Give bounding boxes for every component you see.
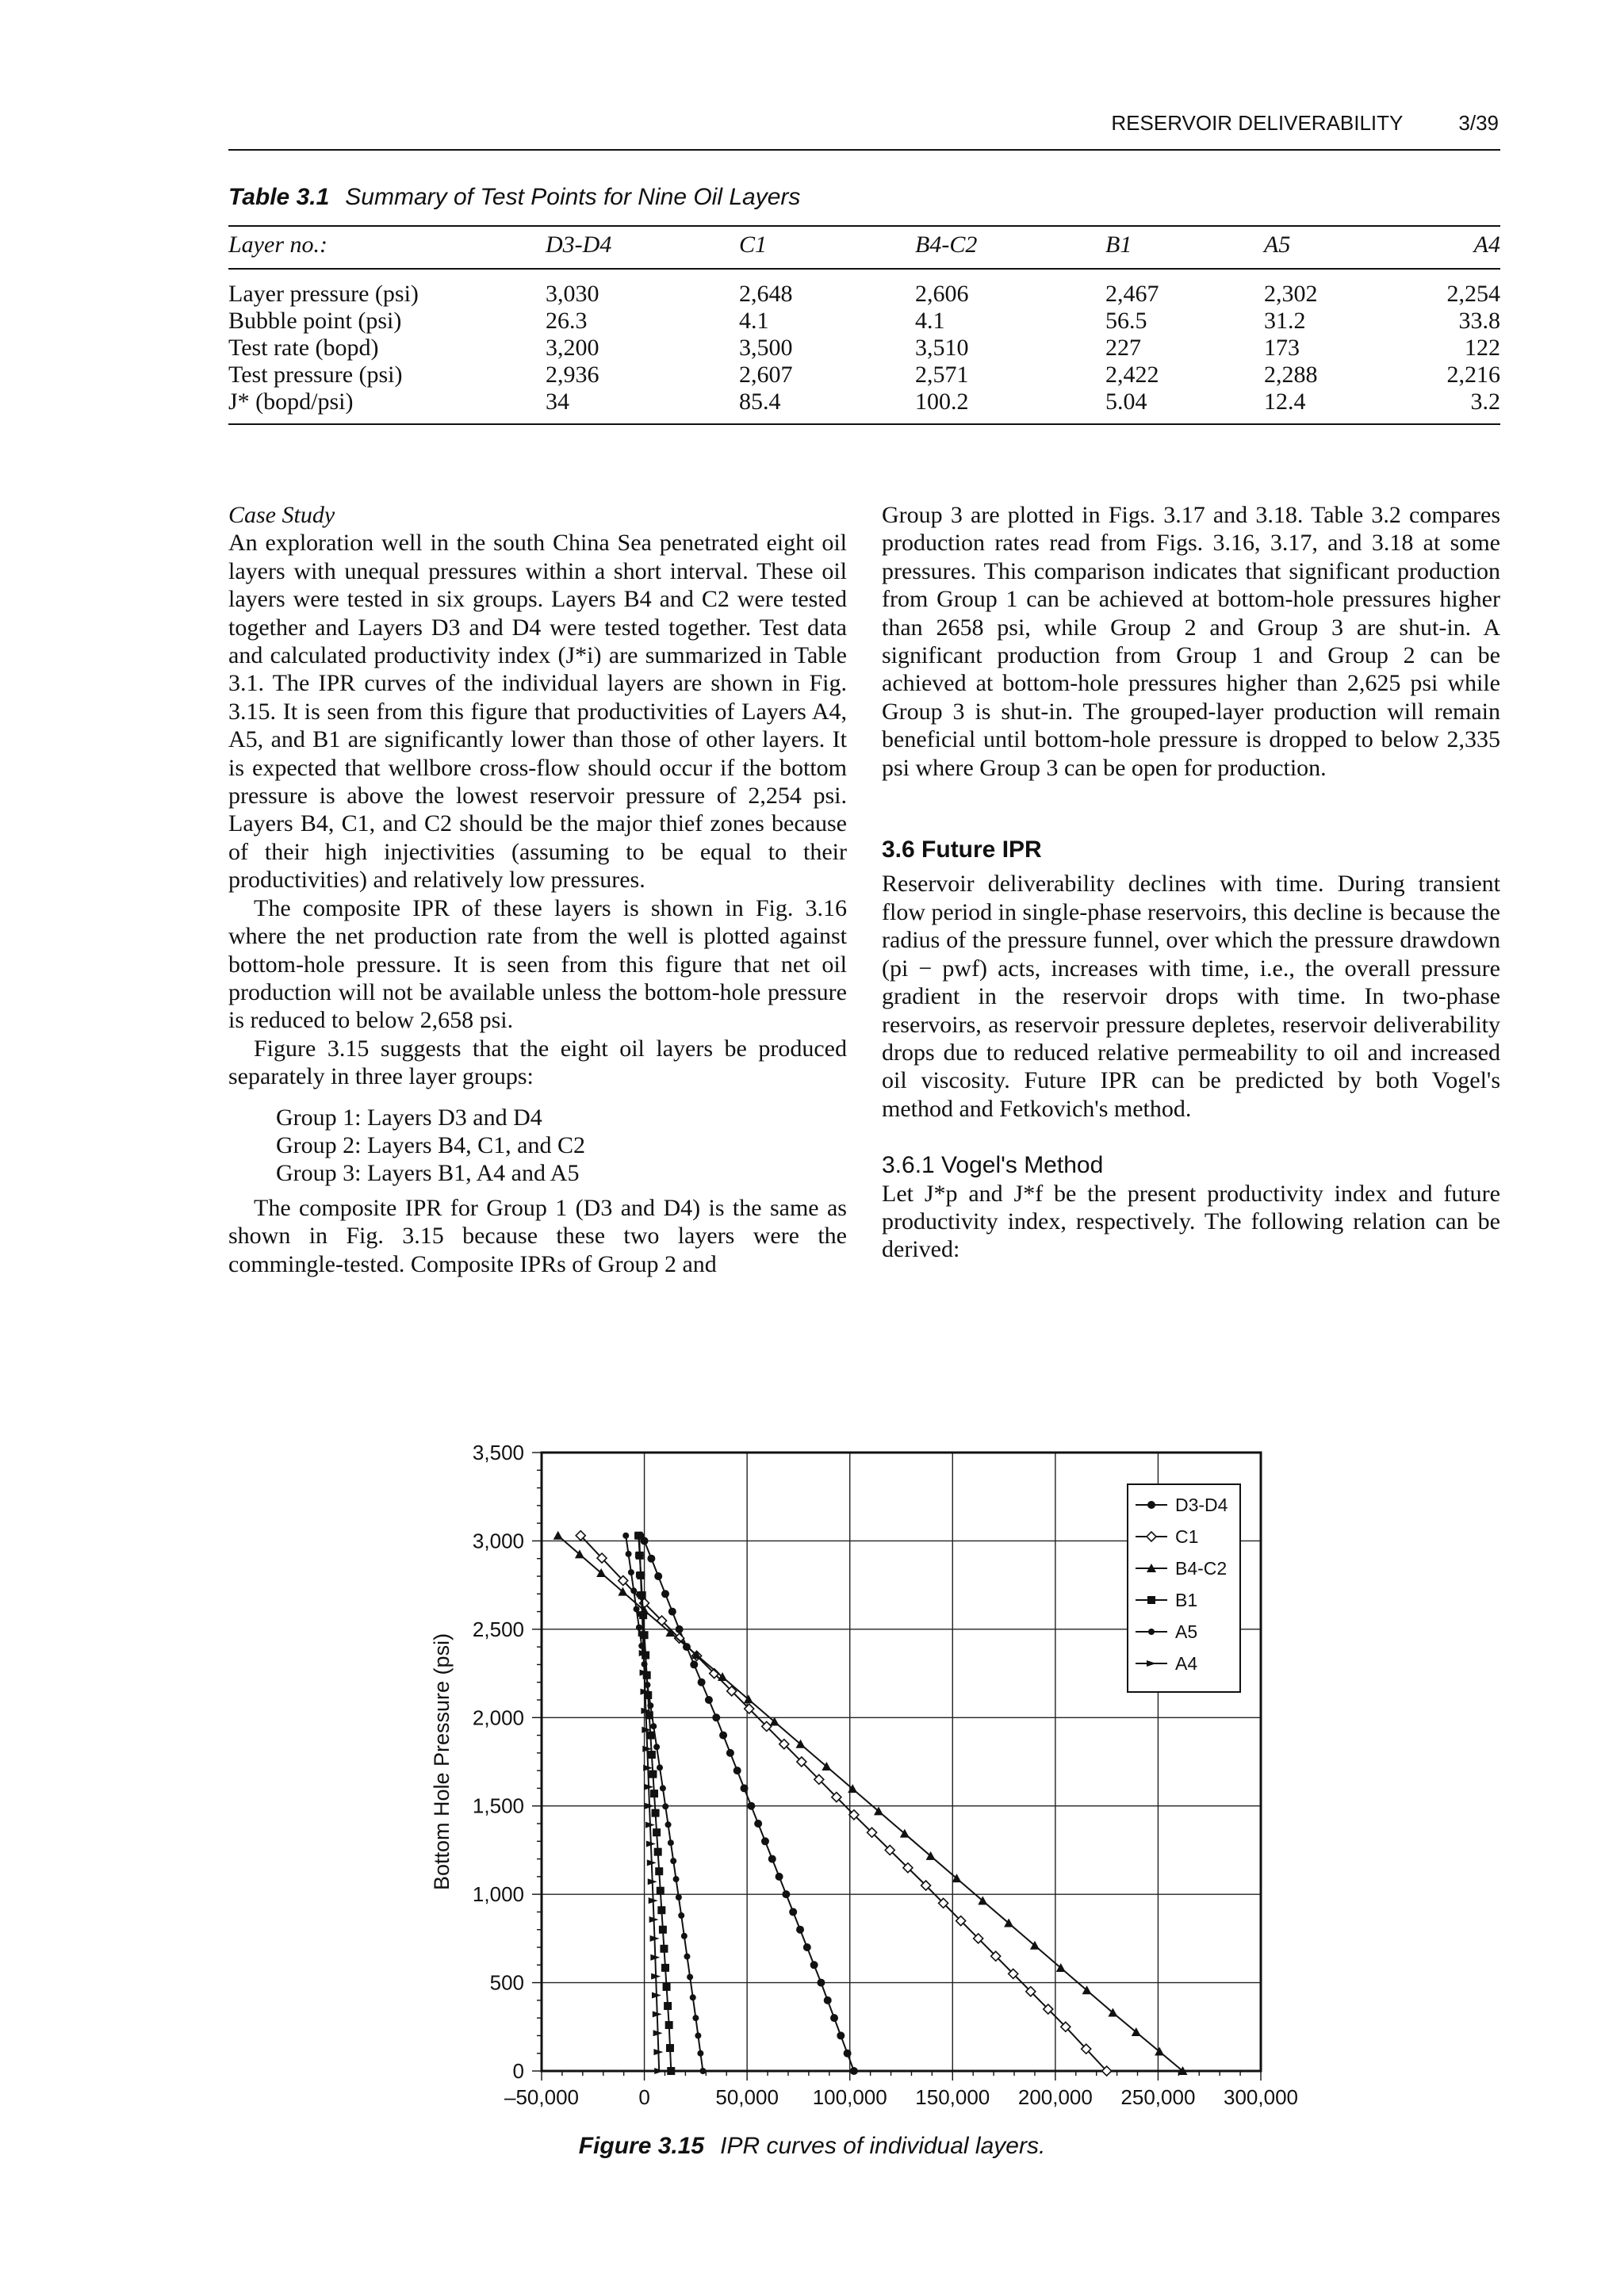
data-point: [628, 1569, 634, 1575]
y-tick-label: 2,000: [472, 1705, 524, 1730]
paragraph: Reservoir deliverability declines with time. During transient flow period in single-phase reservoirs, this decline is because the radius of the pressure funnel, over which the pressure drawdown (pi − pwf) acts, increases with time, i.e., the overall pressure gradient in the reservoir drops with time. In two-phase reservoirs, as reservoir pressure depletes, reservoir deliverability drops due to reduced relative permeability to oil and increased oil viscosity. Future IPR can be predicted by both Vogel's method and Fetkovich's method.: [882, 871, 1500, 1122]
data-point: [844, 2050, 852, 2058]
table-cell: 2,571: [915, 362, 969, 388]
data-point: [665, 2021, 673, 2029]
table-cell: Layer pressure (psi): [228, 281, 419, 307]
y-tick-label: 1,000: [472, 1882, 524, 1907]
list-item: Group 1: Layers D3 and D4: [276, 1104, 542, 1131]
data-point: [657, 1887, 665, 1895]
running-header: [793, 111, 1499, 136]
data-point: [824, 1996, 832, 2004]
data-point: [761, 1837, 769, 1845]
table-cell: 3,200: [546, 335, 599, 361]
table-cell: 2,422: [1105, 362, 1159, 388]
table-cell: 26.3: [546, 308, 588, 334]
data-point: [692, 2015, 699, 2021]
x-tick-label: 0: [638, 2085, 650, 2109]
data-point: [650, 1723, 657, 1729]
table-header-cell: D3-D4: [546, 232, 612, 258]
table-cell: 2,254: [1446, 281, 1500, 307]
table-header-rule: [228, 268, 1500, 270]
table-header-cell: B4-C2: [915, 232, 978, 258]
paragraph: Group 3 are plotted in Figs. 3.17 and 3.18. Table 3.2 compares production rates read from Figs. 3.16, 3.17, and 3.18 at some pressures. This comparison indicates that significant production from Group 1 can be achieved at bottom-hole pressures higher than 2658 psi, while Group 2 and Group 3 are shut-in. A significant production from Group 1 and Group 2 can be achieved at bottom-hole pressures higher than 2,625 psi while Group 3 is shut-in. The grouped-layer production will remain beneficial until bottom-hole pressure is dropped to below 2,335 psi where Group 3 can be open for production.: [882, 502, 1500, 781]
x-tick-label: 250,000: [1120, 2085, 1196, 2109]
table-cell: Bubble point (psi): [228, 308, 402, 334]
data-point: [660, 1785, 666, 1791]
subsection-title: 3.6.1 Vogel's Method: [882, 1152, 1104, 1179]
table-cell: 3,030: [546, 281, 599, 307]
data-point: [776, 1873, 783, 1881]
case-study-title: Case Study: [228, 502, 335, 528]
table-row: [228, 308, 1500, 335]
data-point: [796, 1926, 804, 1934]
data-point: [653, 1828, 661, 1836]
list-item: Group 3: Layers B1, A4 and A5: [276, 1160, 580, 1187]
series-a5: [622, 1533, 706, 2074]
data-point: [733, 1767, 741, 1774]
data-point: [667, 2067, 675, 2075]
data-point: [741, 1784, 749, 1792]
header-rule: [228, 149, 1500, 151]
ipr-chart: [0, 1411, 1624, 2125]
table-header-cell: A4: [1473, 232, 1500, 258]
paragraph: Figure 3.15 suggests that the eight oil layers be produced separately in three layer groups:: [228, 1035, 847, 1090]
data-point: [652, 1809, 660, 1817]
table-row: [228, 335, 1500, 362]
table-cell: 2,302: [1264, 281, 1318, 307]
legend-label: C1: [1175, 1526, 1199, 1547]
table-cell: J* (bopd/psi): [228, 389, 354, 415]
table-cell: 2,288: [1264, 362, 1318, 388]
table-cell: 5.04: [1105, 389, 1147, 415]
figure-caption: [0, 2133, 1624, 2160]
table-cell: 34: [546, 389, 569, 415]
legend-label: D3-D4: [1175, 1495, 1228, 1515]
x-tick-label: –50,000: [504, 2085, 579, 2109]
table-row: [228, 281, 1500, 308]
data-point: [661, 1590, 669, 1598]
data-point: [726, 1749, 734, 1757]
data-point: [698, 1679, 706, 1686]
table-cell: 85.4: [739, 389, 781, 415]
table-cell: 3,510: [915, 335, 969, 361]
y-tick-label: 3,000: [472, 1529, 524, 1553]
data-point: [754, 1820, 762, 1828]
data-point: [648, 1751, 656, 1759]
table-number: Table 3.1: [228, 184, 330, 210]
data-point: [687, 1973, 693, 1980]
legend-marker: [1147, 1596, 1155, 1604]
table-cell: 173: [1264, 335, 1300, 361]
table-cell: 4.1: [915, 308, 945, 334]
table-cell: 2,467: [1105, 281, 1159, 307]
data-point: [782, 1890, 790, 1898]
table-header-cell: Layer no.:: [228, 232, 327, 258]
data-point: [655, 1867, 663, 1875]
data-point: [663, 1983, 671, 1991]
data-point: [695, 2032, 701, 2038]
table-cell: Test rate (bopd): [228, 335, 379, 361]
table-cell: 3,500: [739, 335, 793, 361]
table-cell: 227: [1105, 335, 1141, 361]
data-point: [665, 1821, 672, 1828]
table-header-cell: C1: [739, 232, 768, 258]
data-point: [653, 1744, 660, 1750]
data-point: [654, 1572, 662, 1580]
paragraph: The composite IPR for Group 1 (D3 and D4) is the same as shown in Fig. 3.15 because these two layers were the commingle-tested. Composite IPRs of Group 2 and: [228, 1194, 847, 1277]
paragraph: An exploration well in the south China Sea penetrated eight oil layers with unequal pressures within a short interval. These oil layers were tested in six groups. Layers B4 and C2 were tested together and Layers D3 and D4 were tested together. Test data and calculated productivity index (J*i) are summarized in Table 3.1. The IPR curves of the individual layers are shown in Fig. 3.15. It is seen from this figure that productivities of Layers A4, A5, and B1 are significantly lower than those of other layers. It is expected that wellbore cross-flow should occur if the bottom pressure is above the lowest reservoir pressure of 2,254 psi. Layers B4, C1, and C2 should be the major thief zones because of their high injectivities (assuming to be equal to their productivities) and relatively low pressures.: [228, 530, 847, 894]
data-point: [553, 1531, 563, 1540]
table-cell: 56.5: [1105, 308, 1147, 334]
table-header-row: [228, 232, 1500, 270]
data-point: [654, 1848, 662, 1856]
table-cell: 31.2: [1264, 308, 1306, 334]
y-tick-label: 1,500: [472, 1793, 524, 1818]
y-tick-label: 3,500: [472, 1441, 524, 1464]
table-cell: Test pressure (psi): [228, 362, 403, 388]
legend-label: B4-C2: [1175, 1558, 1228, 1579]
data-point: [690, 1994, 696, 2000]
table-cell: 122: [1465, 335, 1500, 361]
table-cell: 3.2: [1470, 389, 1500, 415]
data-point: [662, 1803, 668, 1809]
table-cell: 2,648: [739, 281, 793, 307]
table-caption-text: Summary of Test Points for Nine Oil Layers: [345, 184, 801, 210]
data-point: [678, 1912, 684, 1919]
section-title: 3.6 Future IPR: [882, 836, 1042, 863]
left-column: [228, 501, 847, 1278]
data-point: [626, 1551, 632, 1557]
y-axis-label: Bottom Hole Pressure (psi): [430, 1633, 454, 1891]
table-cell: 2,216: [1446, 362, 1500, 388]
paragraph: Let J*p and J*f be the present productivity index and future productivity index, respectively. The following relation can be derived:: [882, 1180, 1500, 1263]
figure-number: Figure 3.15: [578, 2133, 705, 2159]
data-point: [803, 1943, 811, 1951]
data-point: [699, 2068, 706, 2074]
table-cell: 2,606: [915, 281, 969, 307]
table-header-cell: A5: [1264, 232, 1291, 258]
data-point: [719, 1732, 727, 1740]
data-point: [666, 2044, 674, 2052]
data-point: [676, 1625, 684, 1633]
legend: [1128, 1484, 1240, 1692]
paragraph: The composite IPR of these layers is shown in Fig. 3.16 where the net production rate from the well is plotted against bottom-hole pressure. It is seen from this figure that net oil production will not be available unless the bottom-hole pressure is reduced to below 2,658 psi.: [228, 894, 847, 1034]
table-cell: 4.1: [739, 308, 769, 334]
table-header-cell: B1: [1105, 232, 1132, 258]
data-point: [747, 1802, 755, 1810]
data-point: [673, 1876, 680, 1882]
data-point: [661, 1964, 669, 1972]
x-tick-label: 300,000: [1224, 2085, 1298, 2109]
x-tick-label: 100,000: [812, 2085, 887, 2109]
data-point: [668, 1839, 674, 1846]
table-cell: 2,936: [546, 362, 599, 388]
data-point: [817, 1979, 825, 1987]
table-row: [228, 389, 1500, 415]
data-point: [664, 2002, 672, 2010]
legend-label: A5: [1175, 1621, 1198, 1642]
data-point: [837, 2031, 845, 2039]
data-point: [659, 1926, 667, 1934]
list-item: Group 2: Layers B4, C1, and C2: [276, 1131, 585, 1158]
table-bottom-rule: [228, 423, 1500, 425]
data-point: [676, 1894, 682, 1901]
data-point: [630, 1587, 637, 1594]
legend-marker: [1148, 1629, 1155, 1635]
table-cell: 12.4: [1264, 389, 1306, 415]
legend-marker: [1147, 1501, 1155, 1509]
data-point: [690, 1660, 698, 1668]
table-row: [228, 362, 1500, 389]
data-point: [657, 1764, 663, 1770]
data-point: [681, 1933, 688, 1939]
y-tick-label: 2,500: [472, 1617, 524, 1641]
table-cell: 2,607: [739, 362, 793, 388]
series-b4-c2: [553, 1531, 1188, 2075]
data-point: [712, 1713, 720, 1721]
x-tick-label: 200,000: [1017, 2085, 1093, 2109]
x-tick-label: 50,000: [715, 2085, 779, 2109]
data-point: [697, 2050, 703, 2057]
data-point: [789, 1908, 797, 1916]
data-point: [670, 1858, 676, 1864]
legend-label: B1: [1175, 1590, 1198, 1610]
data-point: [647, 1702, 653, 1709]
table-top-rule: [228, 225, 1500, 227]
table-cell: 100.2: [915, 389, 969, 415]
data-point: [660, 1945, 668, 1953]
data-point: [850, 2067, 858, 2075]
summary-table: [228, 232, 1500, 415]
data-point: [668, 1608, 676, 1616]
data-point: [650, 1790, 658, 1797]
data-point: [646, 1732, 654, 1740]
data-point: [649, 1770, 657, 1778]
legend-label: A4: [1175, 1653, 1198, 1674]
figure-caption-text: IPR curves of individual layers.: [720, 2133, 1046, 2159]
x-tick-label: 150,000: [915, 2085, 990, 2109]
page-number: 3/39: [1458, 111, 1499, 135]
data-point: [830, 2014, 838, 2022]
data-point: [647, 1555, 655, 1563]
table-cell: 33.8: [1458, 308, 1500, 334]
data-point: [636, 1625, 642, 1631]
table-caption: [228, 184, 800, 211]
data-point: [657, 1906, 665, 1914]
group-list: [228, 1104, 847, 1188]
data-point: [684, 1954, 690, 1960]
data-point: [768, 1855, 776, 1863]
data-point: [810, 1961, 818, 1969]
y-tick-label: 500: [489, 1970, 524, 1995]
data-point: [622, 1533, 629, 1539]
y-tick-label: 0: [512, 2059, 524, 2083]
running-header-title: RESERVOIR DELIVERABILITY: [1111, 111, 1403, 135]
right-column: [882, 501, 1500, 1264]
data-point: [705, 1696, 713, 1704]
